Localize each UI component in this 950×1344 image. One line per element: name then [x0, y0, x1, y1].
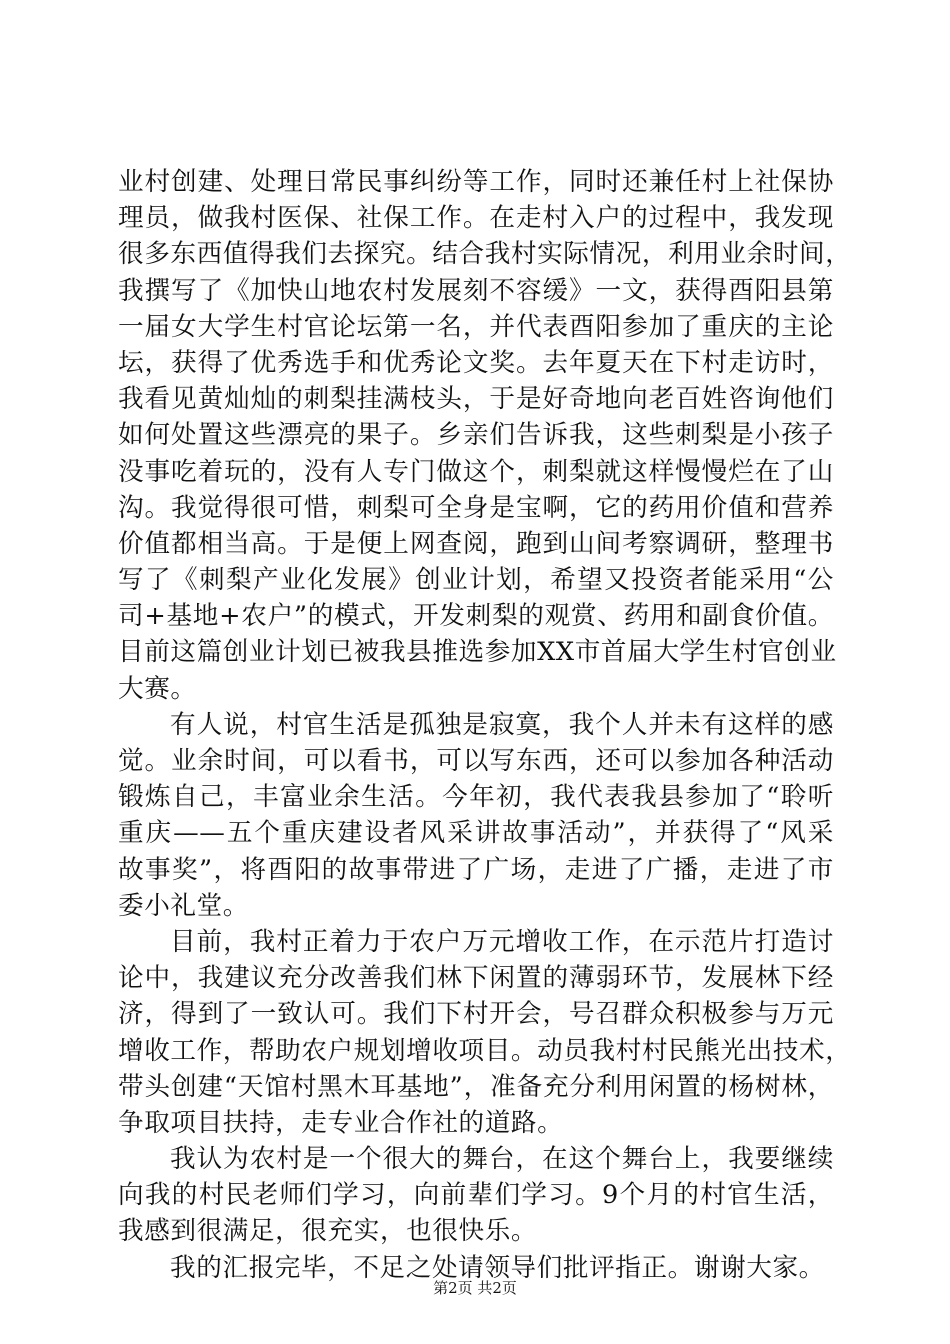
text-line: 向我的村民老师们学习，向前辈们学习。9个月的村官生活，: [118, 1180, 834, 1211]
text-line: 我感到很满足，很充实，也很快乐。: [118, 1216, 538, 1247]
text-line: 写了《刺梨产业化发展》创业计划，希望又投资者能采用“公: [118, 565, 834, 596]
text-line: 锻炼自己，丰富业余生活。今年初，我代表我县参加了“聆听: [118, 782, 834, 813]
text-line: 坛，获得了优秀选手和优秀论文奖。去年夏天在下村走访时，: [118, 347, 834, 378]
text-line: 没事吃着玩的，没有人专门做这个，刺梨就这样慢慢烂在了山: [118, 456, 834, 487]
text-line: 理员，做我村医保、社保工作。在走村入户的过程中，我发现: [118, 203, 834, 234]
text-line: 争取项目扶持，走专业合作社的道路。: [118, 1107, 564, 1138]
text-line: 我的汇报完毕，不足之处请领导们批评指正。谢谢大家。: [170, 1252, 825, 1283]
text-line: 委小礼堂。: [118, 890, 249, 921]
text-line: 一届女大学生村官论坛第一名，并代表酉阳参加了重庆的主论: [118, 311, 834, 342]
text-line: 目前，我村正着力于农户万元增收工作，在示范片打造讨: [170, 926, 834, 957]
text-line: 论中，我建议充分改善我们林下闲置的薄弱环节，发展林下经: [118, 963, 834, 994]
body-text: [118, 164, 852, 1286]
text-line: 大赛。: [118, 673, 197, 704]
text-line: 沟。我觉得很可惜，刺梨可全身是宝啊，它的药用价值和营养: [118, 492, 834, 523]
text-line: 我看见黄灿灿的刺梨挂满枝头，于是好奇地向老百姓咨询他们: [118, 384, 834, 415]
text-line: 故事奖”，将酉阳的故事带进了广场，走进了广播，走进了市: [118, 854, 834, 885]
text-line: 重庆——五个重庆建设者风采讲故事活动”，并获得了“风采: [118, 818, 834, 849]
text-line: 带头创建“天馆村黑木耳基地”，准备充分利用闲置的杨树林，: [118, 1071, 834, 1102]
text-line: 我认为农村是一个很大的舞台，在这个舞台上，我要继续: [170, 1144, 834, 1175]
text-line: 觉。业余时间，可以看书，可以写东西，还可以参加各种活动: [118, 746, 834, 776]
text-line: 有人说，村官生活是孤独是寂寞，我个人并未有这样的感: [170, 709, 834, 740]
text-line: 很多东西值得我们去探究。结合我村实际情况，利用业余时间，: [118, 239, 852, 270]
text-line: 目前这篇创业计划已被我县推选参加XX市首届大学生村官创业: [118, 637, 837, 668]
text-line: 业村创建、处理日常民事纠纷等工作，同时还兼任村上社保协: [118, 167, 834, 197]
text-line: 我撰写了《加快山地农村发展刻不容缓》一文，获得酉阳县第: [118, 275, 834, 306]
text-line: 济，得到了一致认可。我们下村开会，号召群众积极参与万元: [118, 999, 834, 1030]
text-line: 价值都相当高。于是便上网查阅，跑到山间考察调研，整理书: [118, 528, 834, 559]
text-line: 增收工作，帮助农户规划增收项目。动员我村村民熊光出技术，: [118, 1035, 852, 1066]
text-line: 司+基地+农户”的模式，开发刺梨的观赏、药用和副食价值。: [118, 601, 834, 632]
text-line: 如何处置这些漂亮的果子。乡亲们告诉我，这些刺梨是小孩子: [118, 420, 834, 451]
page-footer: 第2页 共2页: [433, 1279, 517, 1297]
